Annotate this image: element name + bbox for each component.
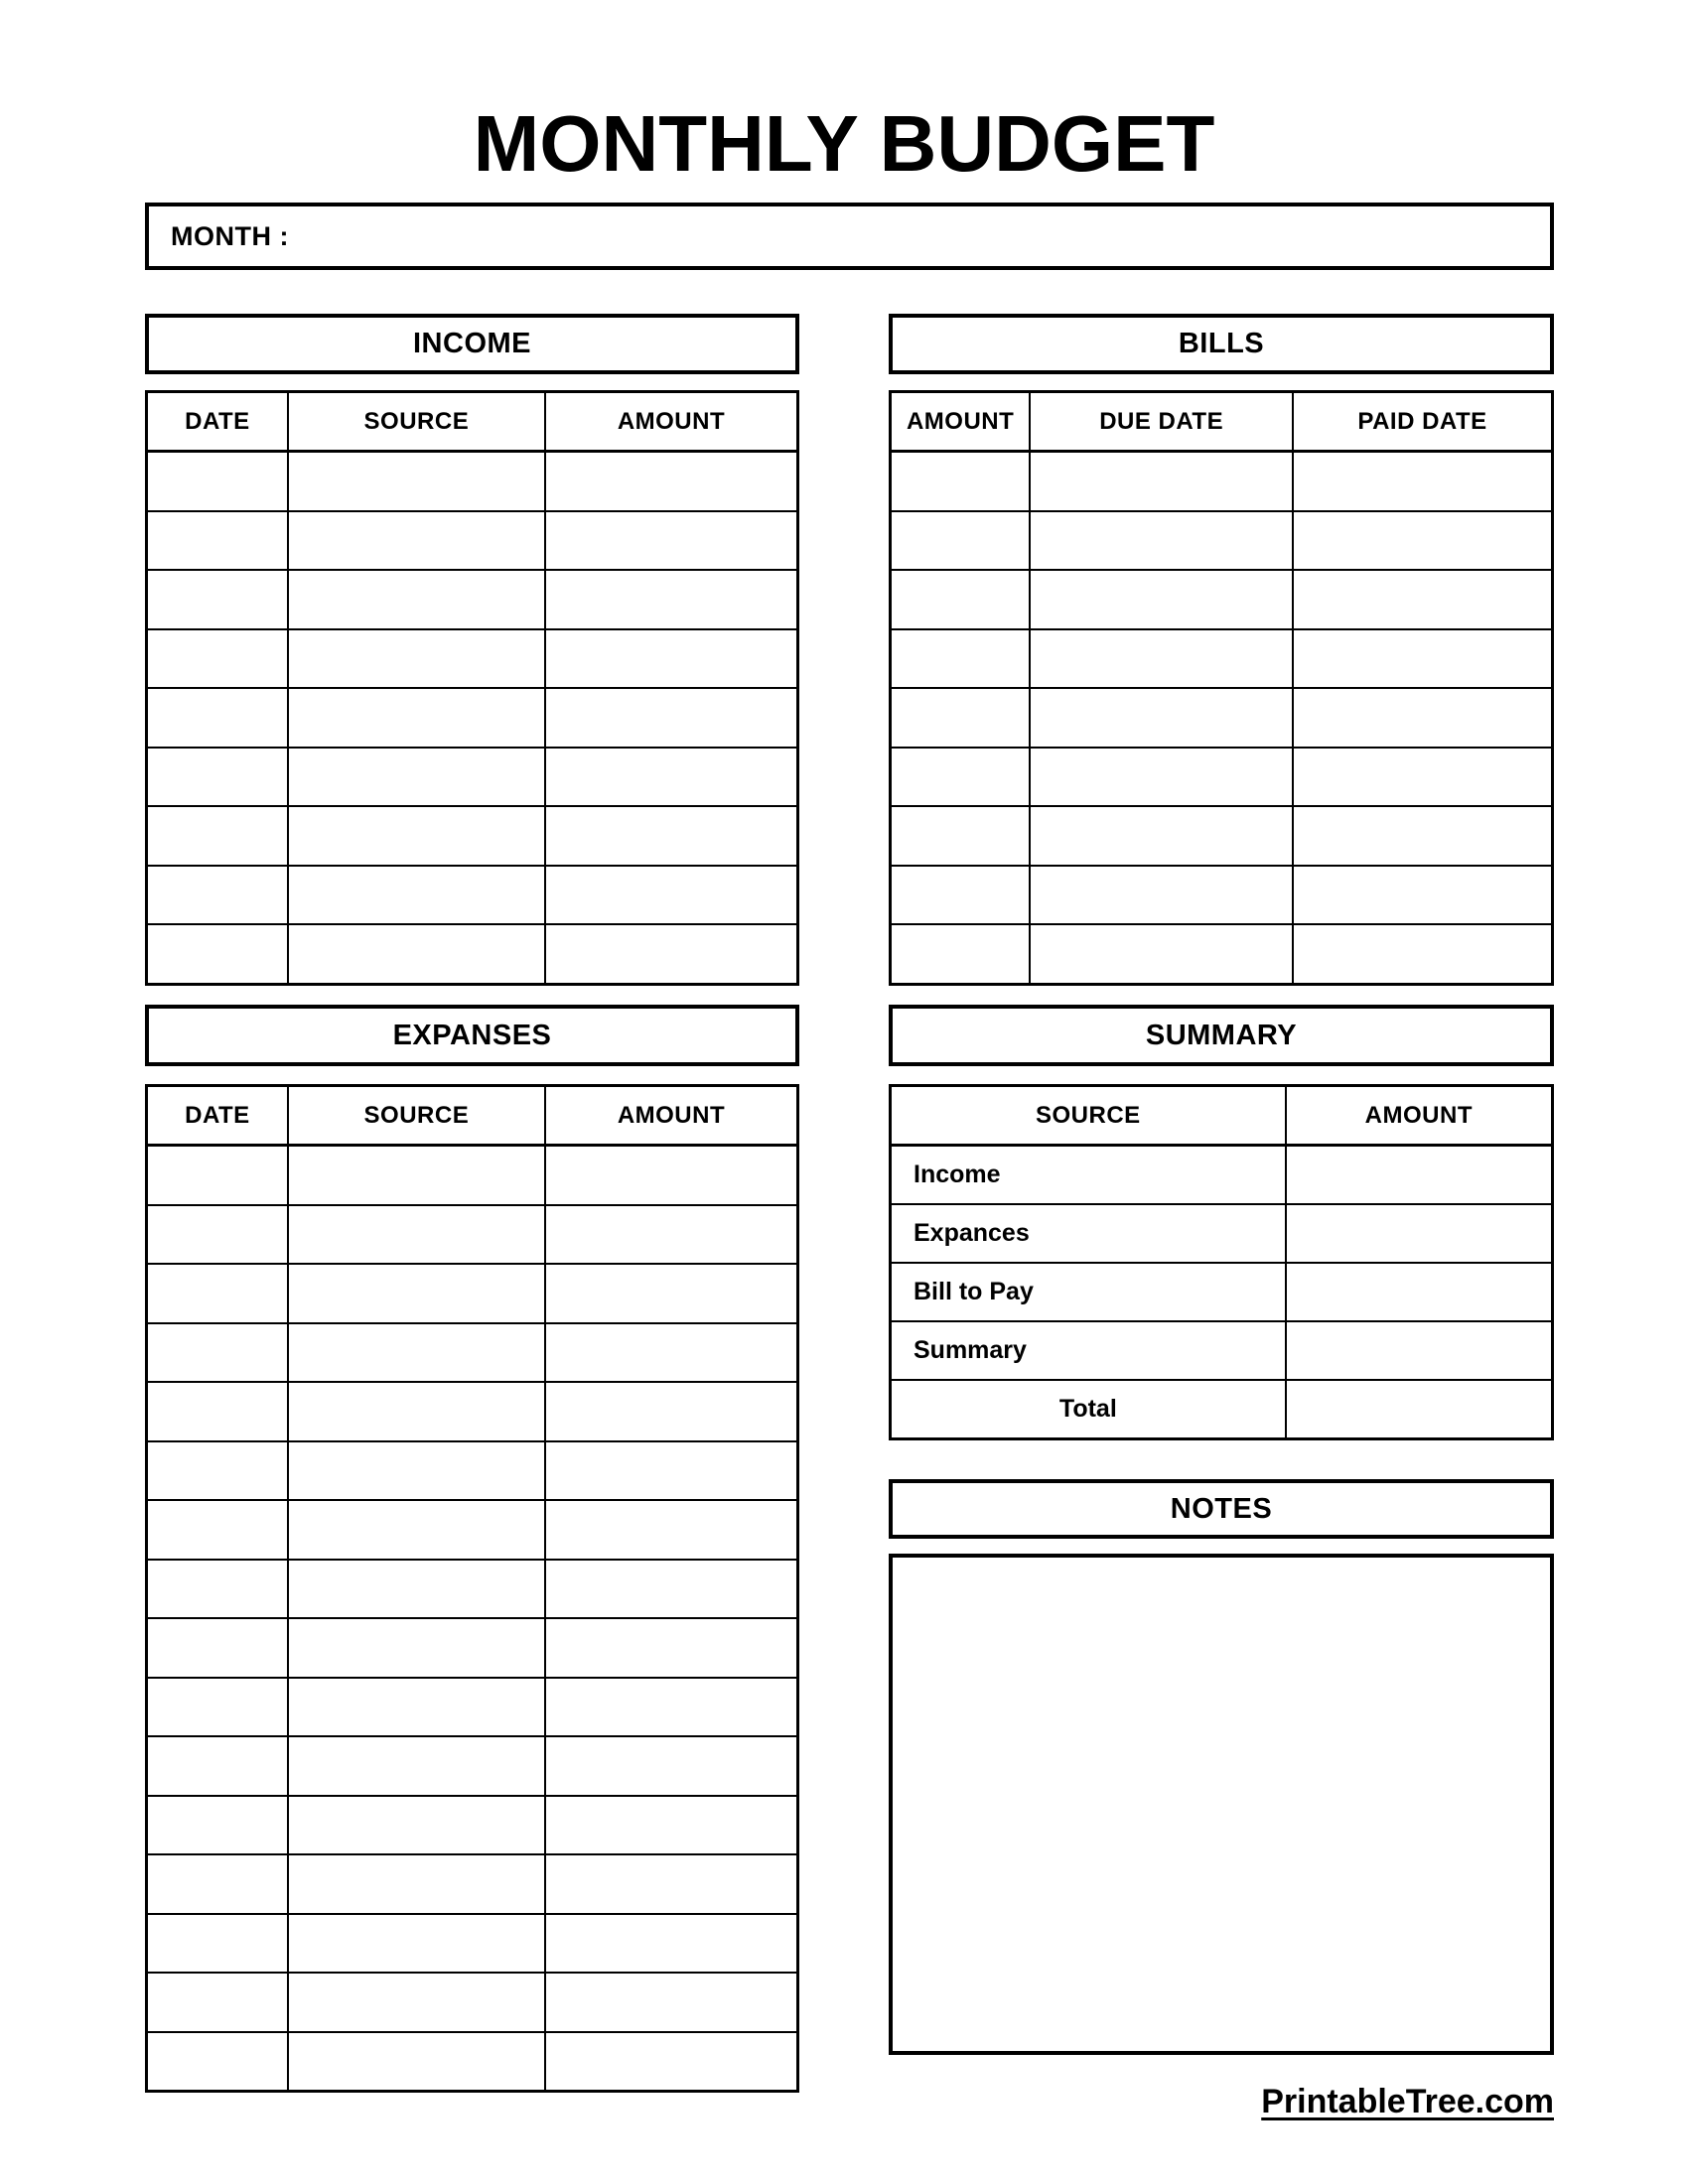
- notes-area: [889, 1554, 1554, 2055]
- income-empty-cell: [545, 924, 798, 984]
- bills-row: [891, 748, 1553, 807]
- bills-empty-cell: [1293, 806, 1552, 866]
- expanses-empty-cell: [545, 1382, 798, 1441]
- expanses-empty-cell: [288, 1736, 545, 1796]
- income-empty-cell: [147, 511, 288, 571]
- income-header-row: [147, 392, 798, 452]
- summary-row: [891, 1321, 1553, 1380]
- income-empty-cell: [545, 629, 798, 689]
- bills-empty-cell: [1030, 866, 1293, 925]
- expanses-empty-cell: [545, 1973, 798, 2032]
- expanses-row: [147, 1796, 798, 1855]
- income-row: [147, 629, 798, 689]
- expanses-column-header: SOURCE: [288, 1086, 545, 1146]
- expanses-empty-cell: [147, 1500, 288, 1560]
- expanses-empty-cell: [545, 1441, 798, 1501]
- expanses-row: [147, 1914, 798, 1974]
- bills-empty-cell: [1030, 688, 1293, 748]
- expanses-empty-cell: [288, 1441, 545, 1501]
- bills-empty-cell: [1030, 748, 1293, 807]
- bills-empty-cell: [891, 511, 1031, 571]
- bills-row: [891, 570, 1553, 629]
- income-empty-cell: [288, 748, 545, 807]
- expanses-header-row: [147, 1086, 798, 1146]
- expanses-empty-cell: [288, 1146, 545, 1205]
- bills-row: [891, 924, 1553, 984]
- footer-link[interactable]: PrintableTree.com: [1261, 2083, 1554, 2120]
- bills-empty-cell: [891, 806, 1031, 866]
- income-empty-cell: [147, 570, 288, 629]
- income-column-header: DATE: [147, 392, 288, 452]
- income-row: [147, 806, 798, 866]
- expanses-table: [145, 1084, 799, 2093]
- summary-row-label: Bill to Pay: [891, 1263, 1286, 1321]
- expanses-empty-cell: [147, 1973, 288, 2032]
- bills-empty-cell: [891, 570, 1031, 629]
- bills-column-header: PAID DATE: [1293, 392, 1552, 452]
- income-column-header: AMOUNT: [545, 392, 798, 452]
- expanses-empty-cell: [545, 1264, 798, 1323]
- expanses-row: [147, 1560, 798, 1619]
- expanses-empty-cell: [545, 1560, 798, 1619]
- income-empty-cell: [288, 924, 545, 984]
- expanses-row: [147, 2032, 798, 2092]
- bills-title-label: BILLS: [1178, 328, 1265, 359]
- income-empty-cell: [288, 806, 545, 866]
- expanses-empty-cell: [288, 1854, 545, 1914]
- expanses-empty-cell: [288, 1796, 545, 1855]
- summary-row-label: Summary: [891, 1321, 1286, 1380]
- expanses-empty-cell: [147, 1560, 288, 1619]
- expanses-row: [147, 1973, 798, 2032]
- income-empty-cell: [545, 511, 798, 571]
- summary-row-label: Expances: [891, 1204, 1286, 1263]
- expanses-row: [147, 1264, 798, 1323]
- income-row: [147, 452, 798, 511]
- bills-empty-cell: [891, 866, 1031, 925]
- summary-column-header: SOURCE: [891, 1086, 1286, 1146]
- bills-empty-cell: [891, 748, 1031, 807]
- income-empty-cell: [147, 452, 288, 511]
- expanses-empty-cell: [288, 1678, 545, 1737]
- expanses-empty-cell: [545, 1678, 798, 1737]
- bills-row: [891, 806, 1553, 866]
- month-label: MONTH :: [171, 220, 289, 251]
- bills-row: [891, 629, 1553, 689]
- expanses-empty-cell: [288, 1973, 545, 2032]
- bills-empty-cell: [1030, 452, 1293, 511]
- expanses-empty-cell: [545, 1914, 798, 1974]
- expanses-row: [147, 1146, 798, 1205]
- income-empty-cell: [147, 748, 288, 807]
- income-empty-cell: [288, 511, 545, 571]
- income-empty-cell: [147, 688, 288, 748]
- summary-row: [891, 1146, 1553, 1205]
- income-row: [147, 924, 798, 984]
- expanses-empty-cell: [288, 1914, 545, 1974]
- expanses-row: [147, 1382, 798, 1441]
- month-value: [289, 206, 1550, 266]
- expanses-row: [147, 1736, 798, 1796]
- income-empty-cell: [288, 688, 545, 748]
- expanses-row: [147, 1678, 798, 1737]
- expanses-empty-cell: [147, 1205, 288, 1265]
- bills-empty-cell: [1293, 924, 1552, 984]
- income-empty-cell: [288, 570, 545, 629]
- expanses-row: [147, 1205, 798, 1265]
- expanses-column-header: DATE: [147, 1086, 288, 1146]
- summary-row: [891, 1204, 1553, 1263]
- bills-empty-cell: [891, 452, 1031, 511]
- summary-table-grid: [889, 1084, 1554, 1440]
- expanses-empty-cell: [288, 2032, 545, 2092]
- expanses-empty-cell: [147, 1678, 288, 1737]
- summary-table: [889, 1084, 1554, 1440]
- income-empty-cell: [545, 866, 798, 925]
- income-column-header: SOURCE: [288, 392, 545, 452]
- bills-row: [891, 688, 1553, 748]
- summary-row-label: Income: [891, 1146, 1286, 1205]
- income-row: [147, 866, 798, 925]
- expanses-empty-cell: [545, 1796, 798, 1855]
- expanses-empty-cell: [288, 1323, 545, 1383]
- expanses-empty-cell: [147, 1323, 288, 1383]
- bills-empty-cell: [1293, 748, 1552, 807]
- income-empty-cell: [288, 866, 545, 925]
- expanses-title-label: EXPANSES: [392, 1019, 552, 1051]
- income-row: [147, 688, 798, 748]
- bills-empty-cell: [1293, 688, 1552, 748]
- income-empty-cell: [545, 452, 798, 511]
- expanses-empty-cell: [147, 1618, 288, 1678]
- bills-empty-cell: [891, 924, 1031, 984]
- expanses-empty-cell: [288, 1205, 545, 1265]
- expanses-empty-cell: [147, 1441, 288, 1501]
- expanses-empty-cell: [147, 1382, 288, 1441]
- income-empty-cell: [147, 866, 288, 925]
- income-empty-cell: [545, 806, 798, 866]
- summary-section-title: [889, 1005, 1554, 1066]
- bills-table-grid: [889, 390, 1554, 986]
- bills-empty-cell: [891, 688, 1031, 748]
- bills-empty-cell: [1293, 629, 1552, 689]
- income-row: [147, 570, 798, 629]
- summary-row-value: [1286, 1380, 1553, 1439]
- bills-empty-cell: [1293, 452, 1552, 511]
- expanses-column-header: AMOUNT: [545, 1086, 798, 1146]
- bills-empty-cell: [1030, 511, 1293, 571]
- expanses-empty-cell: [545, 2032, 798, 2092]
- bills-empty-cell: [1030, 806, 1293, 866]
- expanses-empty-cell: [288, 1618, 545, 1678]
- income-table: [145, 390, 799, 986]
- bills-empty-cell: [1030, 629, 1293, 689]
- expanses-table-grid: [145, 1084, 799, 2093]
- expanses-empty-cell: [545, 1618, 798, 1678]
- expanses-empty-cell: [147, 1736, 288, 1796]
- income-empty-cell: [147, 806, 288, 866]
- summary-row-value: [1286, 1321, 1553, 1380]
- income-empty-cell: [147, 924, 288, 984]
- expanses-row: [147, 1854, 798, 1914]
- expanses-empty-cell: [545, 1854, 798, 1914]
- expanses-empty-cell: [288, 1264, 545, 1323]
- summary-row-value: [1286, 1204, 1553, 1263]
- bills-column-header: AMOUNT: [891, 392, 1031, 452]
- bills-column-header: DUE DATE: [1030, 392, 1293, 452]
- income-empty-cell: [288, 452, 545, 511]
- expanses-empty-cell: [288, 1500, 545, 1560]
- expanses-empty-cell: [545, 1736, 798, 1796]
- income-table-grid: [145, 390, 799, 986]
- summary-row-value: [1286, 1263, 1553, 1321]
- bills-row: [891, 452, 1553, 511]
- notes-title-label: NOTES: [1170, 1492, 1273, 1525]
- expanses-empty-cell: [147, 2032, 288, 2092]
- summary-row-value: [1286, 1146, 1553, 1205]
- summary-row: [891, 1380, 1553, 1439]
- expanses-row: [147, 1441, 798, 1501]
- expanses-empty-cell: [545, 1205, 798, 1265]
- bills-empty-cell: [1030, 924, 1293, 984]
- expanses-empty-cell: [288, 1560, 545, 1619]
- bills-empty-cell: [1030, 570, 1293, 629]
- bills-header-row: [891, 392, 1553, 452]
- expanses-empty-cell: [545, 1323, 798, 1383]
- income-empty-cell: [545, 748, 798, 807]
- expanses-empty-cell: [147, 1854, 288, 1914]
- income-row: [147, 511, 798, 571]
- bills-table: [889, 390, 1554, 986]
- bills-empty-cell: [1293, 511, 1552, 571]
- income-empty-cell: [545, 570, 798, 629]
- income-section-title: [145, 314, 799, 374]
- bills-empty-cell: [891, 629, 1031, 689]
- summary-row: [891, 1263, 1553, 1321]
- notes-section-title: [889, 1479, 1554, 1539]
- bills-section-title: [889, 314, 1554, 374]
- summary-column-header: AMOUNT: [1286, 1086, 1553, 1146]
- page-title: MONTHLY BUDGET: [473, 99, 1215, 188]
- bills-empty-cell: [1293, 570, 1552, 629]
- expanses-empty-cell: [147, 1146, 288, 1205]
- bills-empty-cell: [1293, 866, 1552, 925]
- income-row: [147, 748, 798, 807]
- income-empty-cell: [147, 629, 288, 689]
- income-empty-cell: [288, 629, 545, 689]
- summary-row-label: Total: [891, 1380, 1286, 1439]
- income-title-label: INCOME: [413, 328, 531, 359]
- expanses-row: [147, 1500, 798, 1560]
- expanses-empty-cell: [288, 1382, 545, 1441]
- income-empty-cell: [545, 688, 798, 748]
- expanses-row: [147, 1323, 798, 1383]
- expanses-section-title: [145, 1005, 799, 1066]
- expanses-row: [147, 1618, 798, 1678]
- month-field: [145, 203, 1554, 270]
- expanses-empty-cell: [545, 1146, 798, 1205]
- bills-row: [891, 866, 1553, 925]
- summary-header-row: [891, 1086, 1553, 1146]
- expanses-empty-cell: [147, 1264, 288, 1323]
- expanses-empty-cell: [147, 1914, 288, 1974]
- bills-row: [891, 511, 1553, 571]
- summary-title-label: SUMMARY: [1145, 1019, 1298, 1051]
- expanses-empty-cell: [545, 1500, 798, 1560]
- expanses-empty-cell: [147, 1796, 288, 1855]
